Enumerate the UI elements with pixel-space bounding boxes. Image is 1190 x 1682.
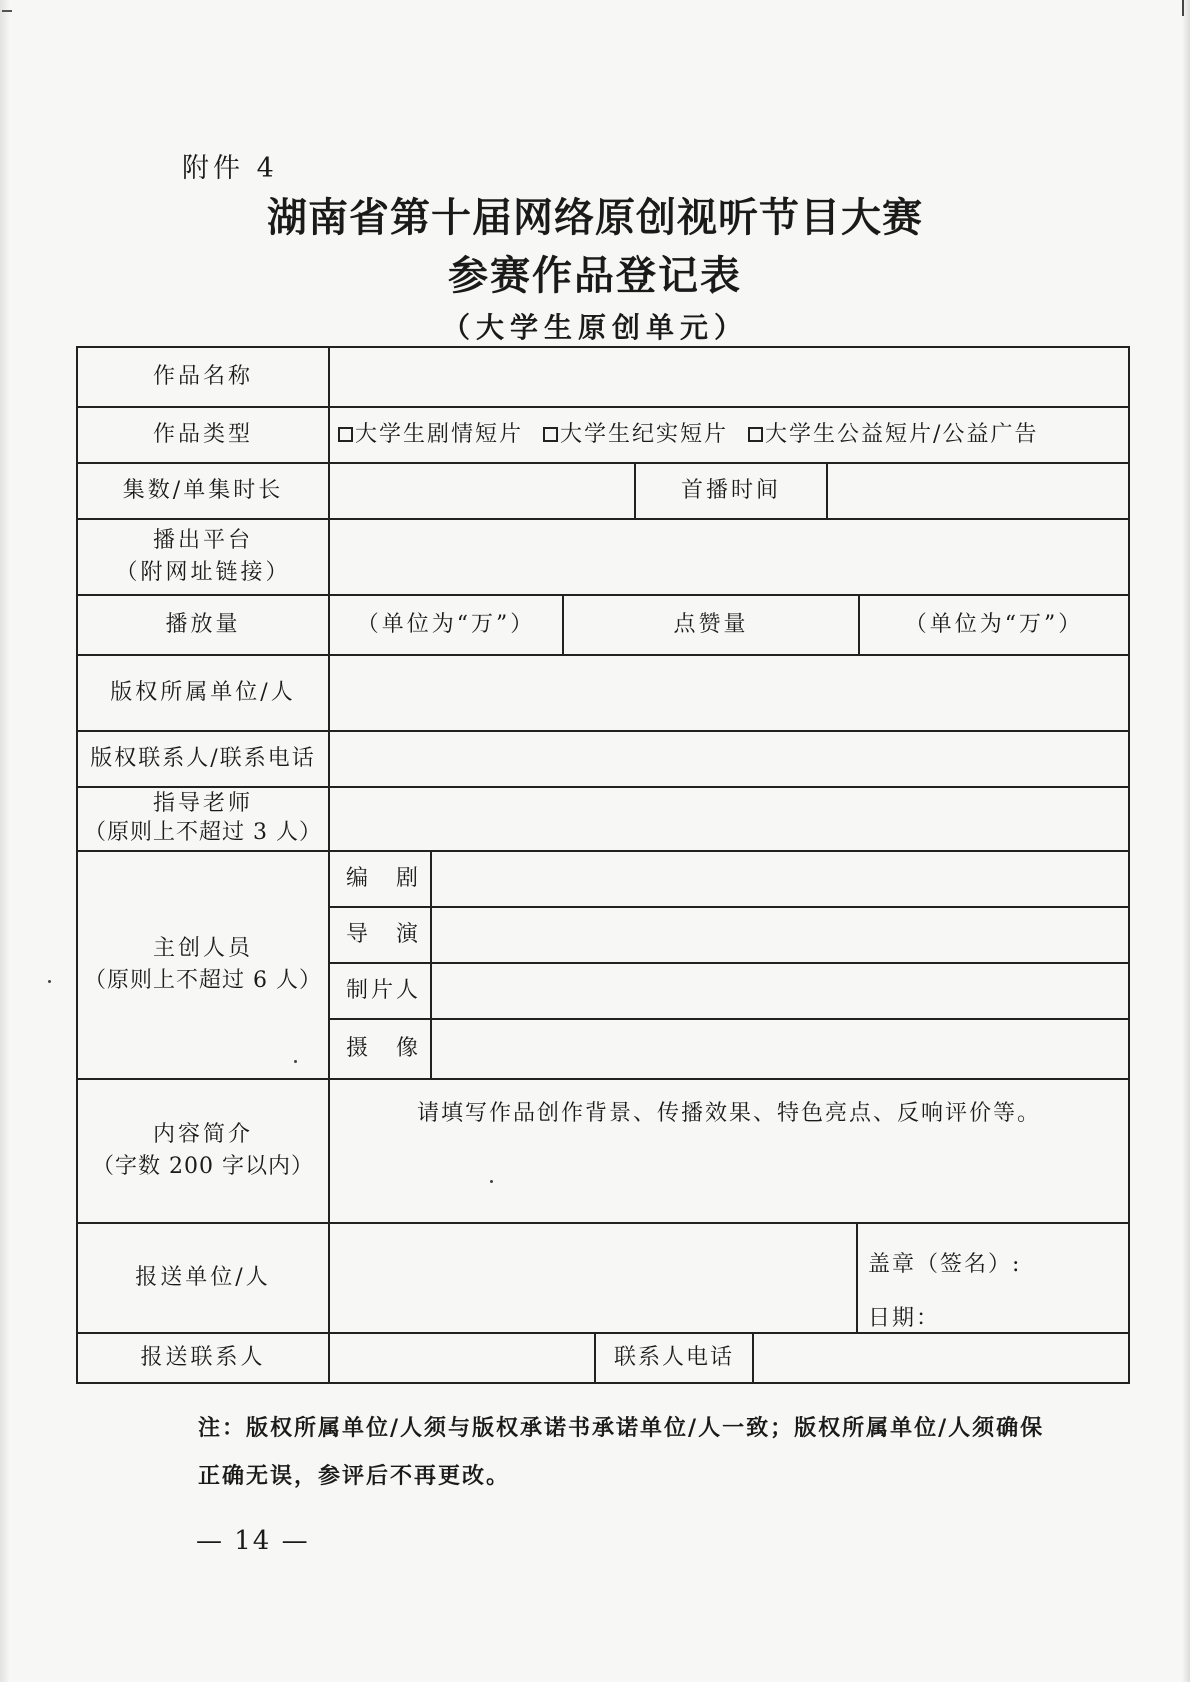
seal-signature-area[interactable] <box>868 1238 1126 1346</box>
submit-contact-field[interactable] <box>330 1334 594 1382</box>
copyright-owner-label: 版权所属单位/人 <box>110 680 296 706</box>
plays-field[interactable]: （单位为“万”） <box>356 612 536 638</box>
advisor-label-sub: （原则上不超过 3 人） <box>84 820 322 845</box>
page-title: 湖南省第十届网络原创视听节目大赛 <box>267 194 923 241</box>
checkbox[interactable] <box>338 427 353 442</box>
date-label: 日期： <box>868 1306 941 1331</box>
work-type-options <box>338 408 1126 462</box>
work-type-option-documentary[interactable] <box>543 419 728 451</box>
checkbox[interactable] <box>543 427 558 442</box>
copyright-owner-field[interactable] <box>330 656 1128 730</box>
scan-speck <box>48 980 51 983</box>
intro-field[interactable]: 请填写作品创作背景、传播效果、特色亮点、反响评价等。 <box>416 1101 1041 1126</box>
intro-label-text: 内容简介 <box>152 1122 253 1148</box>
work-name-field[interactable] <box>330 348 1128 406</box>
role-producer-field[interactable] <box>432 964 1128 1018</box>
role-camera-label: 摄 像 <box>346 1036 422 1062</box>
scan-mark <box>1182 0 1184 16</box>
platform-label-text: 播出平台 <box>152 528 253 554</box>
platform-label <box>78 520 328 594</box>
role-director-field[interactable] <box>432 908 1128 962</box>
creators-label-sub: （原则上不超过 6 人） <box>84 968 322 993</box>
episodes-label: 集数/单集时长 <box>122 478 284 504</box>
creators-label-text: 主创人员 <box>152 936 253 962</box>
episodes-field[interactable] <box>330 464 634 518</box>
premiere-field[interactable] <box>828 464 1128 518</box>
work-type-option-drama[interactable] <box>338 419 523 451</box>
submitter-label: 报送单位/人 <box>135 1265 271 1291</box>
option-label: 大学生剧情短片 <box>355 422 524 448</box>
page-number: — 14 — <box>196 1526 310 1556</box>
role-screenwriter-label: 编 剧 <box>346 866 422 892</box>
scan-speck <box>294 1060 297 1063</box>
contact-phone-field[interactable] <box>754 1334 1128 1382</box>
advisor-field[interactable] <box>330 788 1128 850</box>
role-producer-label: 制片人 <box>346 978 422 1004</box>
platform-field[interactable] <box>330 520 1128 594</box>
option-label: 大学生公益短片/公益广告 <box>765 422 1039 448</box>
platform-label-sub: （附网址链接） <box>115 560 291 585</box>
advisor-label-text: 指导老师 <box>152 791 253 817</box>
option-label: 大学生纪实短片 <box>560 422 729 448</box>
likes-field[interactable]: （单位为“万”） <box>904 612 1084 638</box>
checkbox[interactable] <box>748 427 763 442</box>
page-title-line2: 参赛作品登记表 <box>448 252 742 299</box>
work-type-label: 作品类型 <box>152 422 253 448</box>
premiere-label: 首播时间 <box>680 478 781 504</box>
scan-mark <box>2 10 12 12</box>
contact-phone-label: 联系人电话 <box>613 1345 734 1371</box>
role-camera-field[interactable] <box>432 1020 1128 1078</box>
footnote: 注：版权所属单位/人须与版权承诺书承诺单位/人一致；版权所属单位/人须确保正确无误，参评后不再更改。 <box>198 1415 1045 1489</box>
creators-label <box>78 852 328 1078</box>
scan-speck <box>490 1180 493 1183</box>
role-director-label: 导 演 <box>346 922 422 948</box>
likes-label: 点赞量 <box>673 612 749 638</box>
submitter-field[interactable] <box>330 1224 856 1332</box>
submit-contact-label: 报送联系人 <box>140 1345 266 1371</box>
page-subtitle: （大学生原创单元） <box>441 311 748 344</box>
plays-label: 播放量 <box>165 612 241 638</box>
intro-label-sub: （字数 200 字以内） <box>92 1154 314 1179</box>
seal-label: 盖章（签名）: <box>868 1252 1022 1277</box>
advisor-label <box>78 788 328 850</box>
work-type-option-public-welfare[interactable] <box>748 419 1038 451</box>
copyright-contact-label: 版权联系人/联系电话 <box>90 746 316 772</box>
role-screenwriter-field[interactable] <box>432 852 1128 906</box>
copyright-contact-field[interactable] <box>330 732 1128 786</box>
attachment-label: 附件 4 <box>182 153 278 184</box>
work-name-label: 作品名称 <box>152 364 253 390</box>
intro-label <box>78 1080 328 1222</box>
